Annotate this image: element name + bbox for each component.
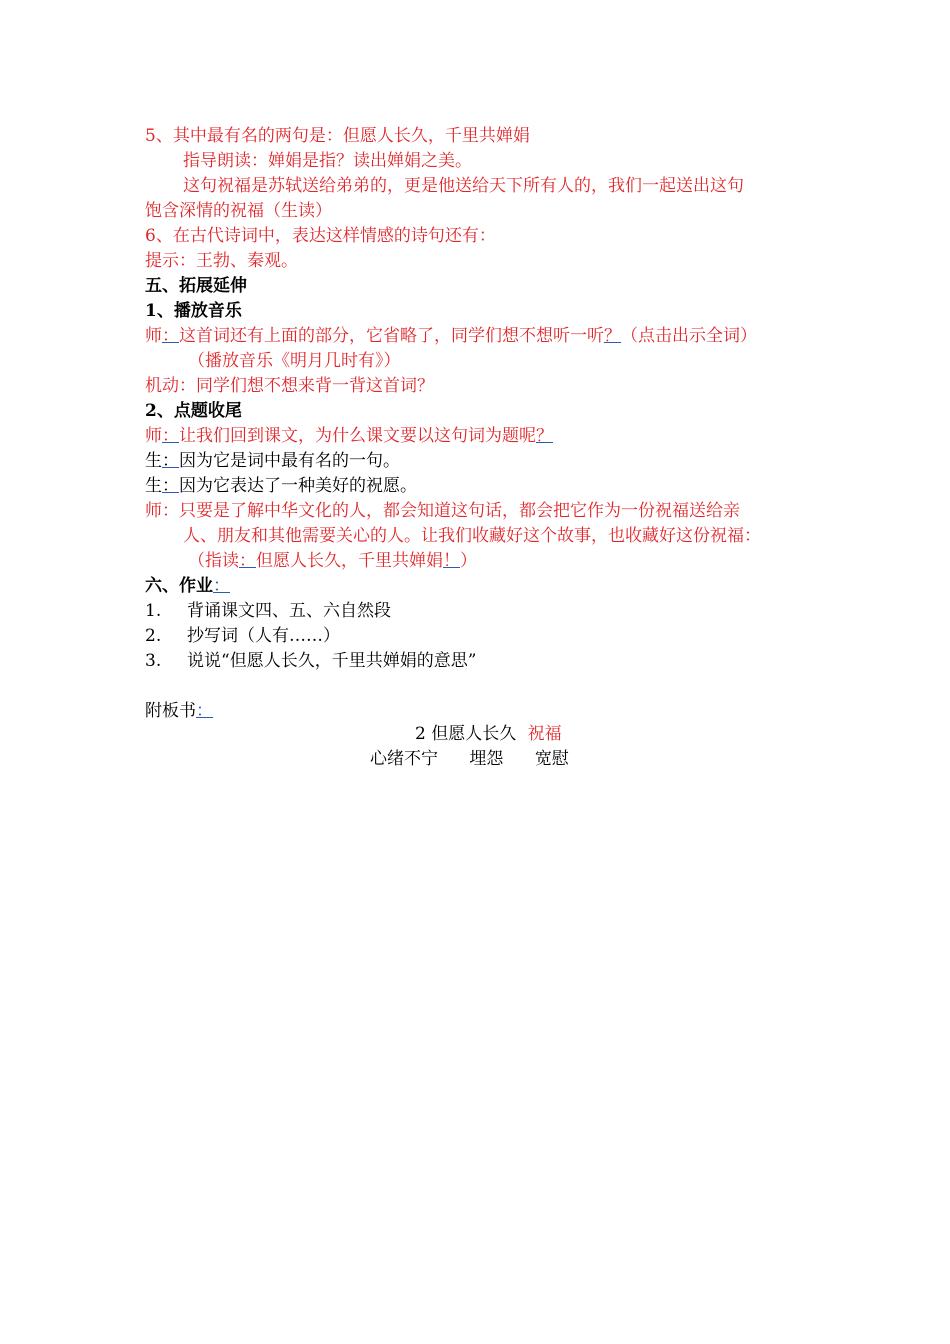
item-5: 5、其中最有名的两句是：但愿人长久，千里共婵娟 — [145, 126, 530, 146]
speaker-student: 生 — [145, 451, 162, 471]
board-label — [145, 699, 213, 723]
subheading-music: 1、播放音乐 — [145, 301, 242, 321]
pointed-reading-label: （指读 — [188, 551, 239, 571]
colon-mark: ： — [162, 476, 179, 496]
section-heading-homework — [145, 574, 230, 598]
subheading-closing: 2、点题收尾 — [145, 401, 242, 421]
homework-item — [145, 599, 391, 623]
board-word: 埋怨 — [469, 749, 504, 769]
colon-mark: ： — [162, 451, 179, 471]
section-heading-extend: 五、拓展延伸 — [145, 276, 247, 296]
music-note: （播放音乐《明月几时有》） — [188, 351, 401, 371]
teacher-line-1 — [145, 324, 757, 348]
homework-text: 背诵课文四、五、六自然段 — [187, 601, 391, 621]
homework-number: 3. — [145, 651, 162, 671]
homework-item — [145, 649, 476, 673]
teacher-line-3a: 师：只要是了解中华文化的人，都会知道这句话，都会把它作为一份祝福送给亲 — [145, 501, 740, 521]
speaker-student: 生 — [145, 476, 162, 496]
teacher-line-3b: 人、朋友和其他需要关心的人。让我们收藏好这个故事，也收藏好这份祝福： — [183, 526, 761, 546]
board-word: 宽慰 — [534, 749, 569, 769]
teacher-text: 这首词还有上面的部分，它省略了，同学们想不想听一听 — [179, 326, 604, 346]
question-mark: ？ — [536, 426, 553, 446]
hint: 提示：王勃、秦观。 — [145, 251, 298, 271]
teacher-line-3c — [188, 549, 477, 573]
exclamation-mark: ！ — [443, 551, 460, 571]
board-title-text: 2 但愿人长久 — [415, 724, 517, 744]
board-title — [415, 722, 562, 746]
colon-mark: ： — [162, 426, 179, 446]
teacher-line-2 — [145, 424, 553, 448]
speaker-teacher: 师 — [145, 326, 162, 346]
homework-number: 1. — [145, 601, 162, 621]
board-title-blessing: 祝福 — [527, 724, 562, 744]
close-paren: ） — [460, 551, 477, 571]
homework-item — [145, 624, 340, 648]
colon-mark: ： — [213, 576, 230, 596]
homework-number: 2. — [145, 626, 162, 646]
student-line-2 — [145, 474, 417, 498]
colon-mark: ： — [162, 326, 179, 346]
teacher-text: 让我们回到课文，为什么课文要以这句词为题呢 — [179, 426, 536, 446]
student-text: 因为它是词中最有名的一句。 — [179, 451, 400, 471]
quoted-verse: 但愿人长久，千里共婵娟 — [256, 551, 443, 571]
colon-mark: ： — [196, 701, 213, 721]
board-words — [370, 747, 569, 771]
homework-text: 说说“但愿人长久，千里共婵娟的意思” — [187, 651, 477, 671]
question-mark: ？ — [604, 326, 621, 346]
blessing-line-1: 这句祝福是苏轼送给弟弟的，更是他送给天下所有人的，我们一起送出这句 — [183, 176, 744, 196]
homework-heading-text: 六、作业 — [145, 576, 213, 596]
teacher-note: （点击出示全词） — [621, 326, 757, 346]
student-line-1 — [145, 449, 400, 473]
reading-guide: 指导朗读：婵娟是指？读出婵娟之美。 — [183, 151, 472, 171]
student-text: 因为它表达了一种美好的祝愿。 — [179, 476, 417, 496]
colon-mark: ： — [239, 551, 256, 571]
board-label-text: 附板书 — [145, 701, 196, 721]
homework-text: 抄写词（人有……） — [187, 626, 340, 646]
item-6: 6、在古代诗词中，表达这样情感的诗句还有： — [145, 226, 496, 246]
speaker-teacher: 师 — [145, 426, 162, 446]
board-word: 心绪不宁 — [370, 749, 438, 769]
flexible-activity: 机动：同学们想不想来背一背这首词？ — [145, 376, 434, 396]
blessing-line-2: 饱含深情的祝福（生读） — [145, 201, 332, 221]
